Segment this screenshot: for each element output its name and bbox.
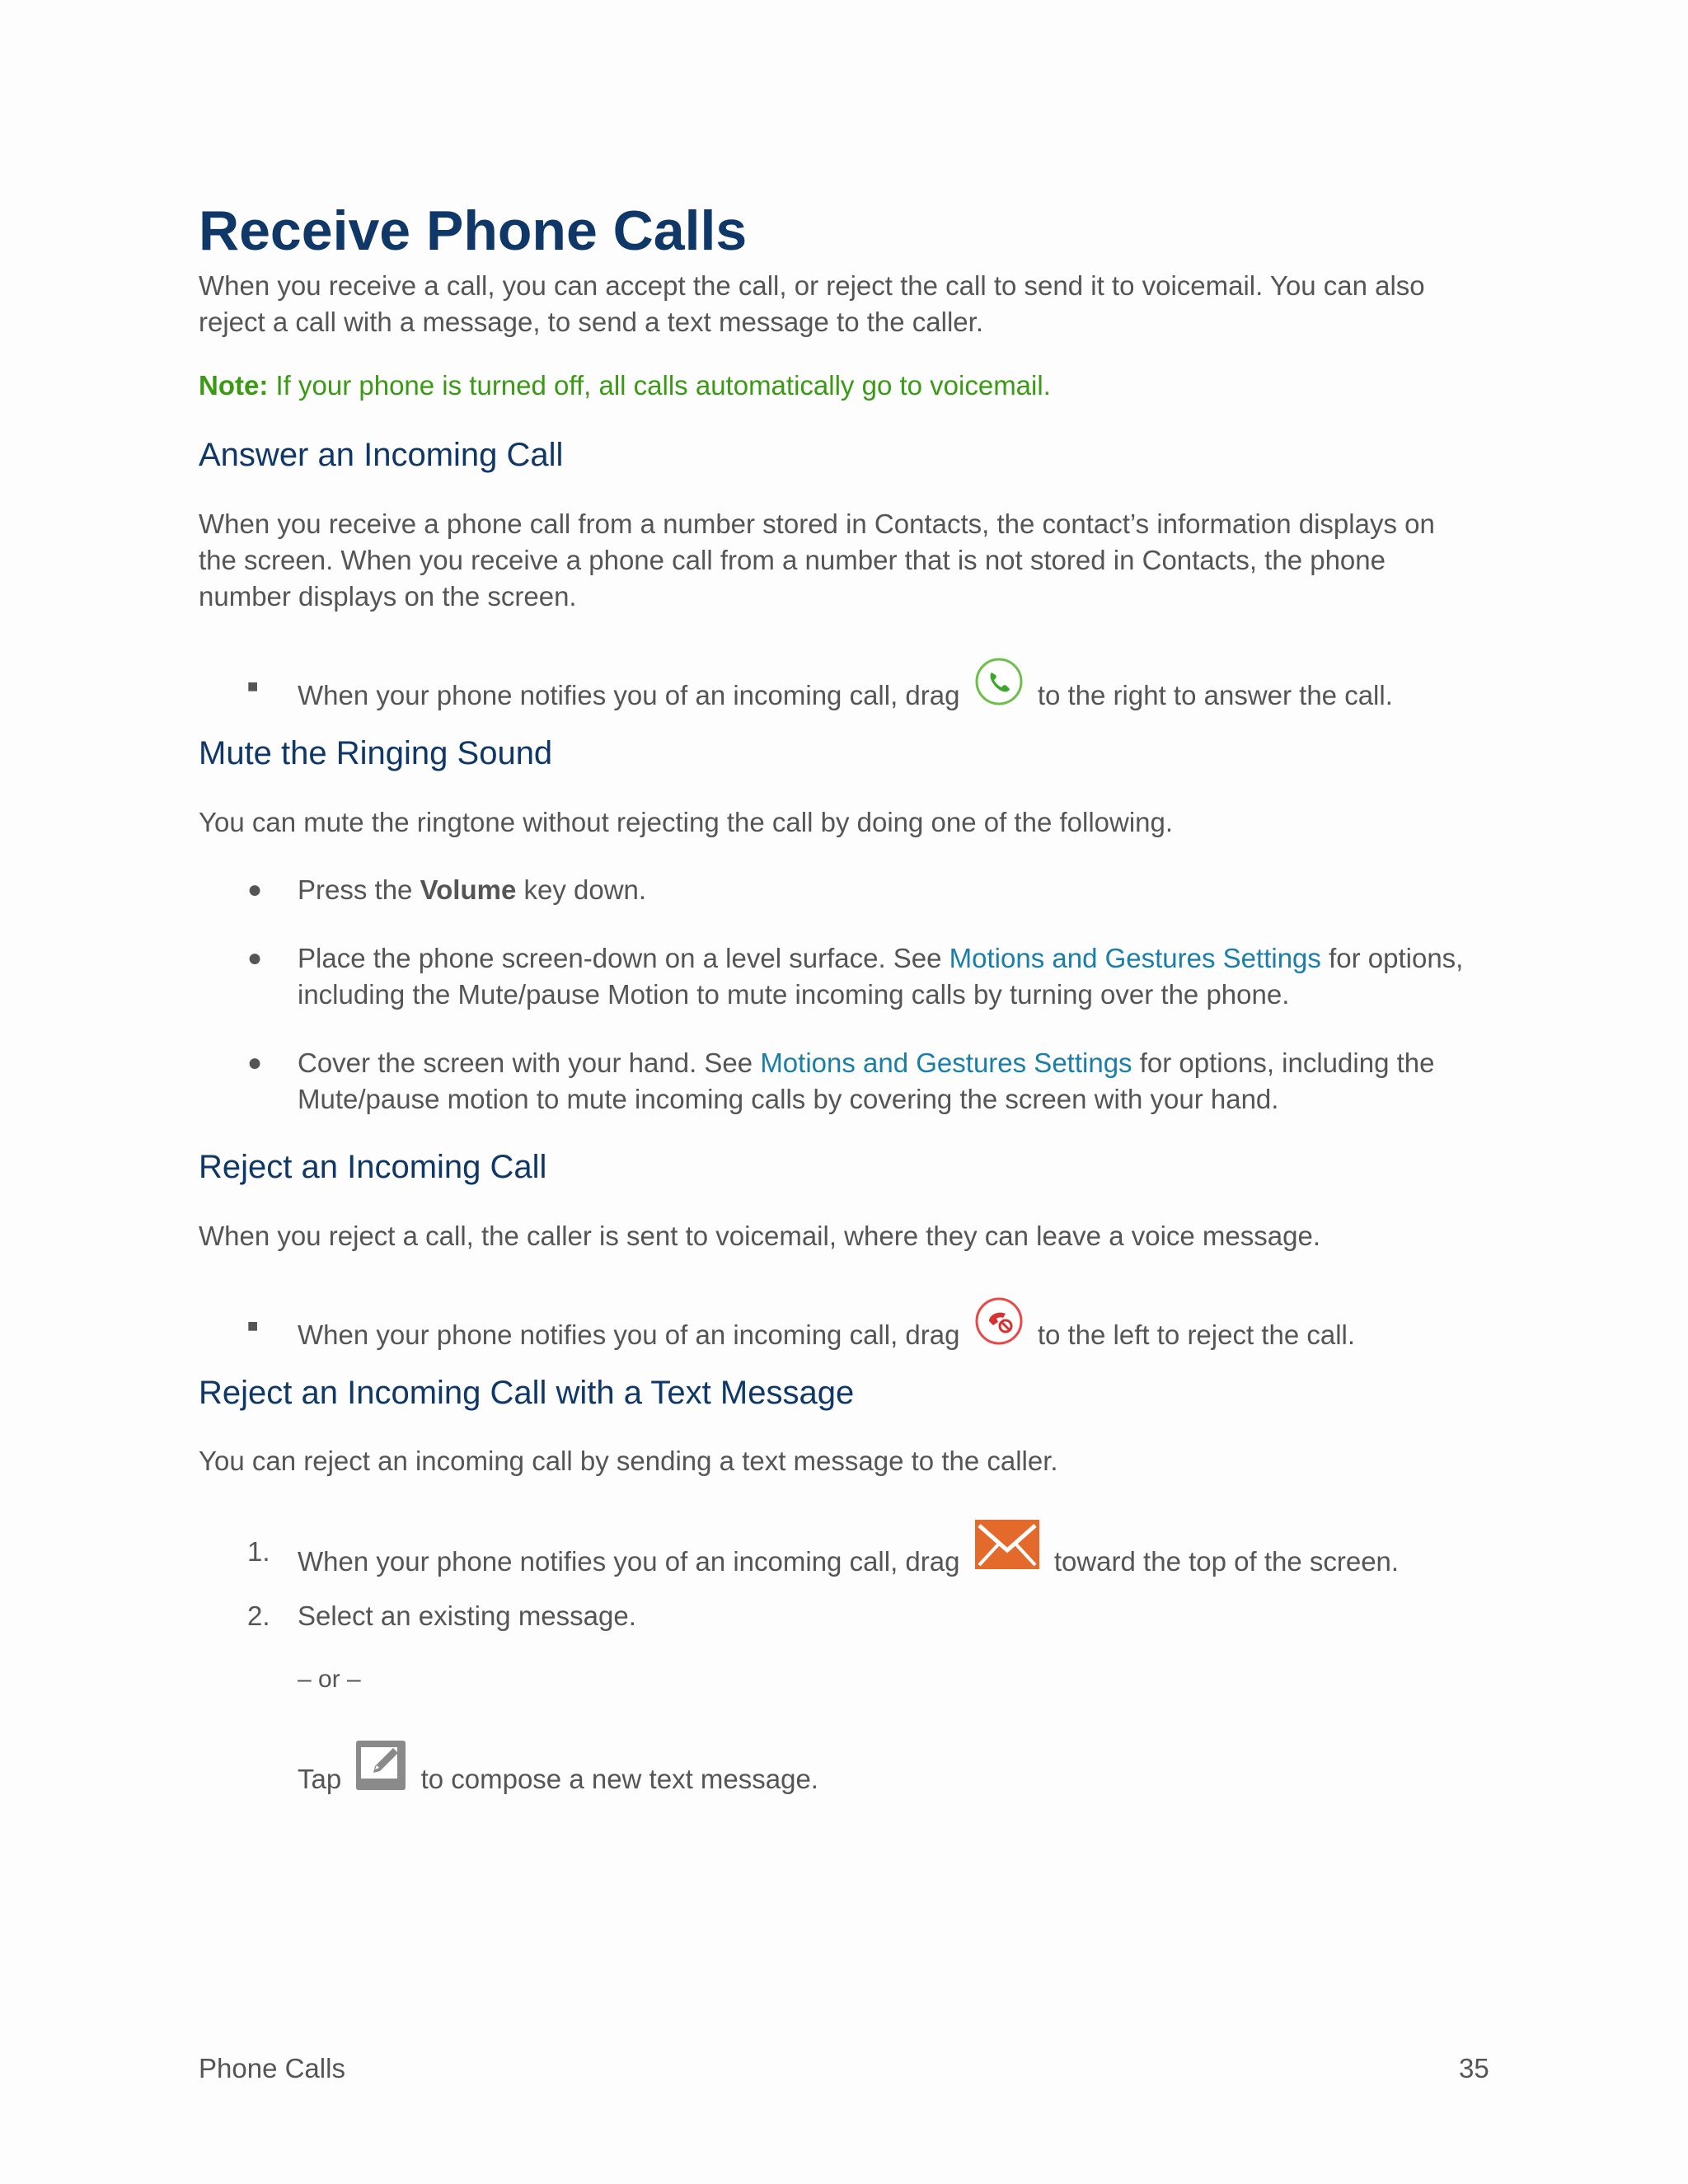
heading-mute-ringing: Mute the Ringing Sound [199,735,553,771]
mute-item-3-continuation: Mute/pause motion to mute incoming calls by covering the screen with your hand. [298,1084,1279,1114]
motions-gestures-link[interactable]: Motions and Gestures Settings [949,943,1321,973]
tap-text-before: Tap [298,1764,342,1795]
mute-item-1-before: Press the [298,874,420,905]
heading-reject-call: Reject an Incoming Call [199,1149,547,1185]
answer-call-icon [974,657,1024,715]
note-label: Note: [199,370,269,401]
reject-bullet-text-after: to the left to reject the call. [1037,1319,1356,1351]
step-number: 1. [247,1536,270,1567]
bullet-marker: ■ [247,676,259,696]
intro-line-2: reject a call with a message, to send a text message to the caller. [199,307,983,337]
footer-section-title: Phone Calls [199,2053,345,2083]
reject-text-body: You can reject an incoming call by sending a text message to the caller. [199,1446,1058,1476]
intro-line-1: When you receive a call, you can accept the call, or reject the call to send it to voicemail. You can also [199,270,1425,301]
tap-text-after: to compose a new text message. [420,1764,818,1795]
mute-item-3-before: Cover the screen with your hand. See [298,1047,761,1078]
motions-gestures-link[interactable]: Motions and Gestures Settings [760,1047,1132,1078]
volume-key-label: Volume [420,874,517,905]
step-2-text: Select an existing message. [298,1601,636,1631]
bullet-marker: ● [247,1049,263,1076]
bullet-marker: ■ [247,1315,259,1336]
footer-page-number: 35 [1459,2053,1489,2083]
reject-call-icon [974,1296,1024,1355]
compose-icon [355,1740,406,1800]
answer-bullet-text-after: to the right to answer the call. [1037,680,1393,711]
step-1-text-after: toward the top of the screen. [1053,1546,1400,1577]
answer-body-line-3: number displays on the screen. [199,581,577,612]
answer-body-line-1: When you receive a phone call from a number stored in Contacts, the contact’s information displays on [199,509,1435,539]
note-text: If your phone is turned off, all calls automatically go to voicemail. [268,370,1051,401]
mute-item-2-continuation: including the Mute/pause Motion to mute incoming calls by turning over the phone. [298,979,1290,1010]
mute-item-2-after: for options, [1320,943,1464,973]
bullet-marker: ● [247,876,263,903]
answer-bullet-text-before: When your phone notifies you of an incoming call, drag [298,680,960,711]
bullet-marker: ● [247,944,263,972]
mute-item-1-after: key down. [516,874,647,905]
mute-body: You can mute the ringtone without rejecting the call by doing one of the following. [199,807,1174,837]
heading-reject-with-text: Reject an Incoming Call with a Text Message [199,1375,855,1411]
step-number: 2. [247,1601,270,1631]
mute-item-2-before: Place the phone screen-down on a level surface. See [298,943,950,973]
note [199,368,1051,404]
reject-bullet-text-before: When your phone notifies you of an incoming call, drag [298,1319,960,1351]
message-envelope-icon [974,1519,1040,1579]
heading-answer-call: Answer an Incoming Call [199,437,564,473]
mute-item-3-after: for options, including the [1132,1047,1435,1078]
or-separator: – or – [298,1666,361,1693]
step-1-text-before: When your phone notifies you of an incoming call, drag [298,1546,960,1577]
reject-body: When you reject a call, the caller is sent to voicemail, where they can leave a voice message. [199,1221,1320,1251]
page-title: Receive Phone Calls [199,199,748,262]
answer-body-line-2: the screen. When you receive a phone call from a number that is not stored in Contacts, the phone [199,545,1386,575]
